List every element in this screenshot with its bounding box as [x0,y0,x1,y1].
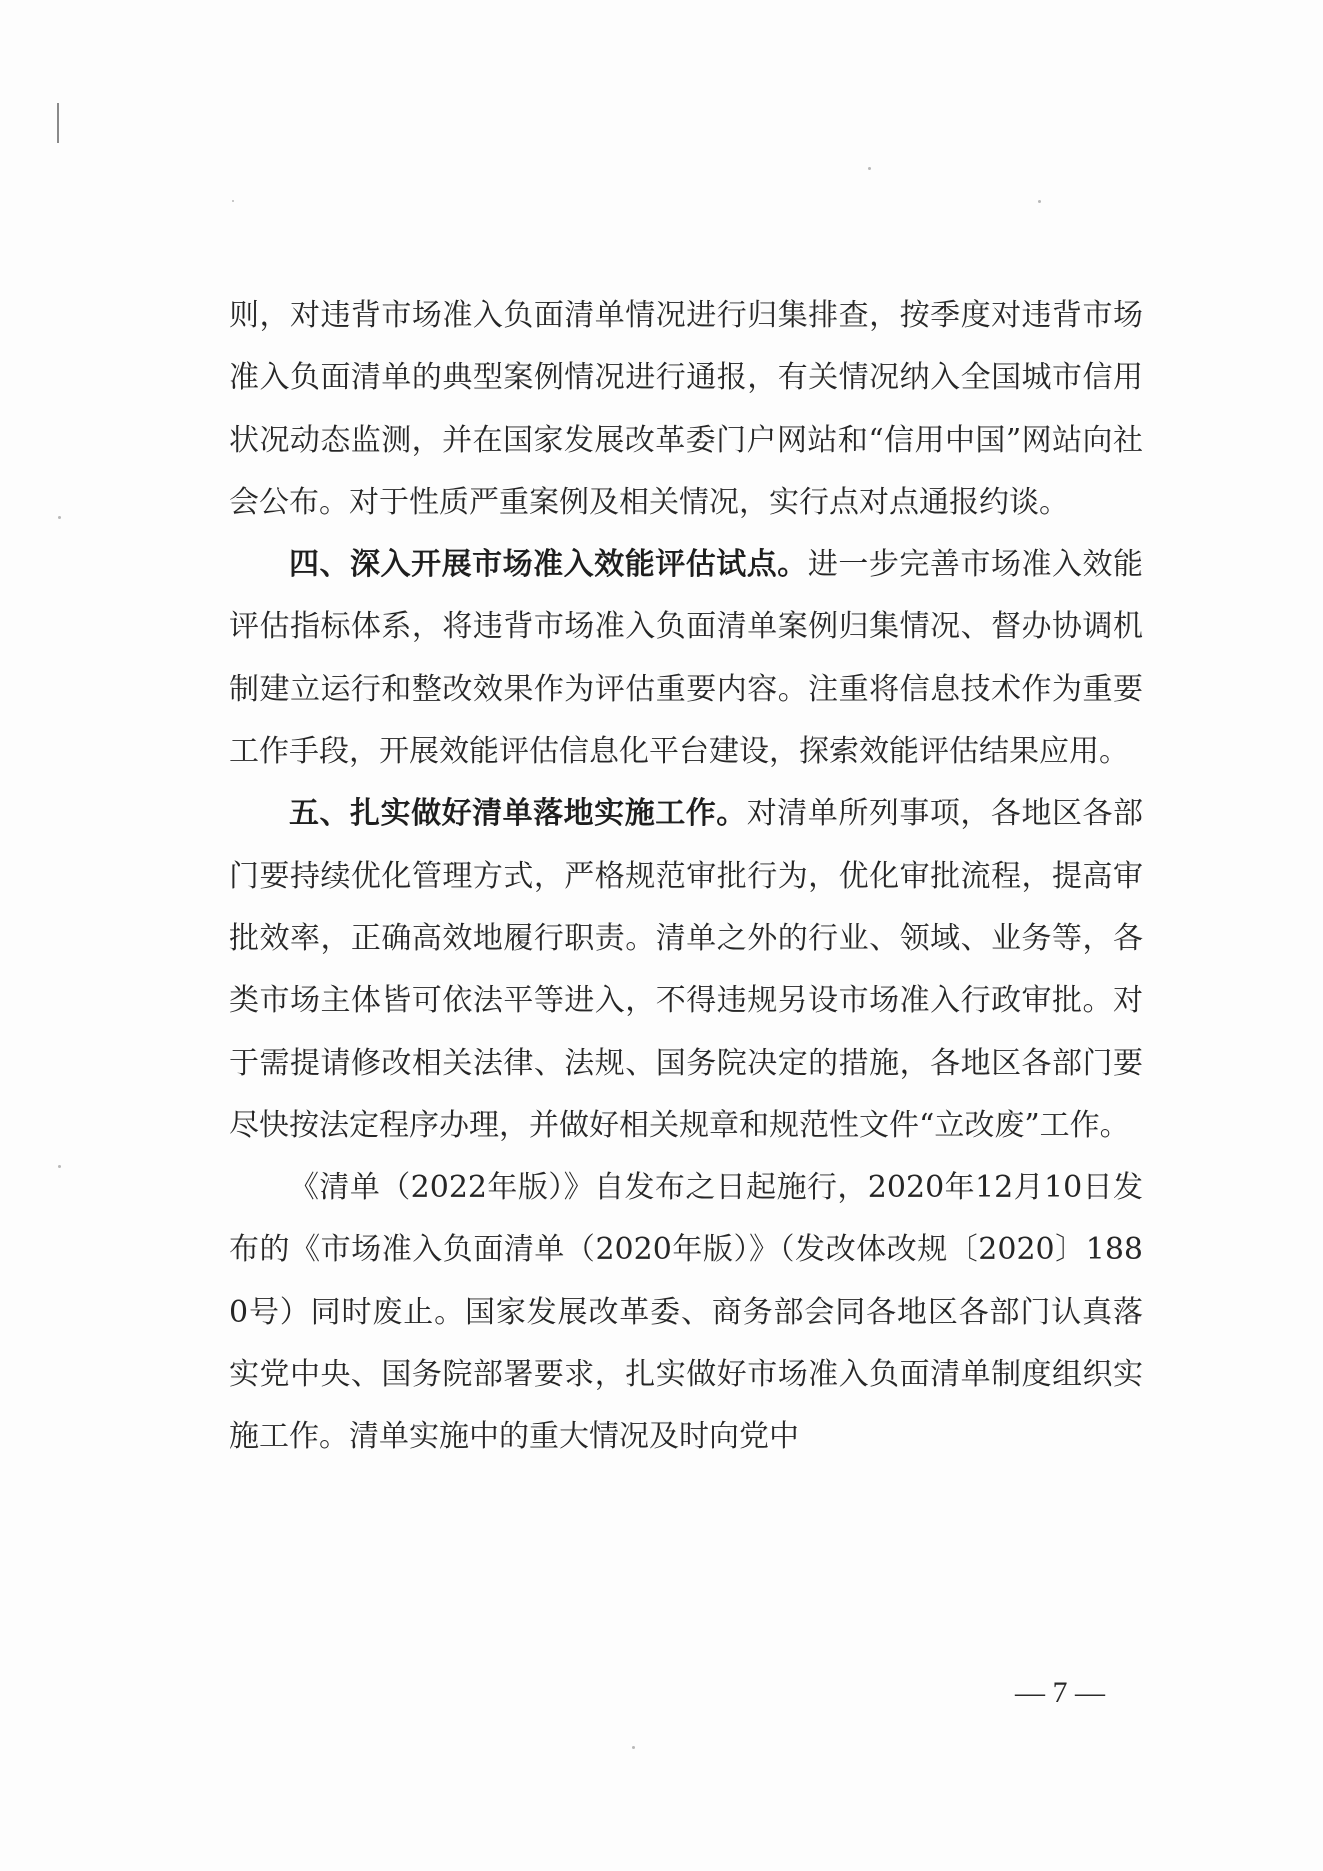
scan-speck [58,1165,61,1168]
scan-speck [632,1746,635,1749]
paragraph-continuation [229,285,1143,534]
scan-speck [58,516,61,519]
paragraph-text: 对清单所列事项，各地区各部门要持续优化管理方式，严格规范审批行为，优化审批流程，提高审批效率，正确高效地履行职责。清单之外的行业、领域、业务等，各类市场主体皆可依法平等进入，不得违规另设市场准入行政审批。对于需提请修改相关法律、法规、国务院决定的措施，各地区各部门要尽快按法定程序办理，并做好相关规章和规范性文件“立改废”工作。 [229,796,1144,1143]
paragraph-text: 《清单（2022年版）》自发布之日起施行，2020年12月10日发布的《市场准入负面清单（2020年版）》（发改体改规〔2020〕1880号）同时废止。国家发展改革委、商务部会同各地区各部门认真落实党中央、国务院部署要求，扎实做好市场准入负面清单制度组织实施工作。清单实施中的重大情况及时向党中 [229,1170,1143,1455]
section-heading: 四、深入开展市场准入效能评估试点。 [289,547,808,583]
paragraph-section-five [229,783,1143,1157]
document-body [229,285,1143,1469]
binding-hole-mark [57,103,59,143]
page-number: — 7 — [1015,1676,1105,1709]
paragraph-text: 进一步完善市场准入效能评估指标体系，将违背市场准入负面清单案例归集情况、督办协调机制建立运行和整改效果作为评估重要内容。注重将信息技术作为重要工作手段，开展效能评估信息化平台建设，探索效能评估结果应用。 [229,547,1144,770]
section-heading: 五、扎实做好清单落地实施工作。 [289,796,747,832]
scan-speck [868,167,871,170]
paragraph-section-four [229,534,1143,783]
scan-speck [1038,200,1041,203]
paragraph-text: 则，对违背市场准入负面清单情况进行归集排查，按季度对违背市场准入负面清单的典型案例情况进行通报，有关情况纳入全国城市信用状况动态监测，并在国家发展改革委门户网站和“信用中国”网站向社会公布。对于性质严重案例及相关情况，实行点对点通报约谈。 [229,298,1143,520]
paragraph-effective-date [229,1157,1143,1468]
scan-speck [232,200,234,202]
